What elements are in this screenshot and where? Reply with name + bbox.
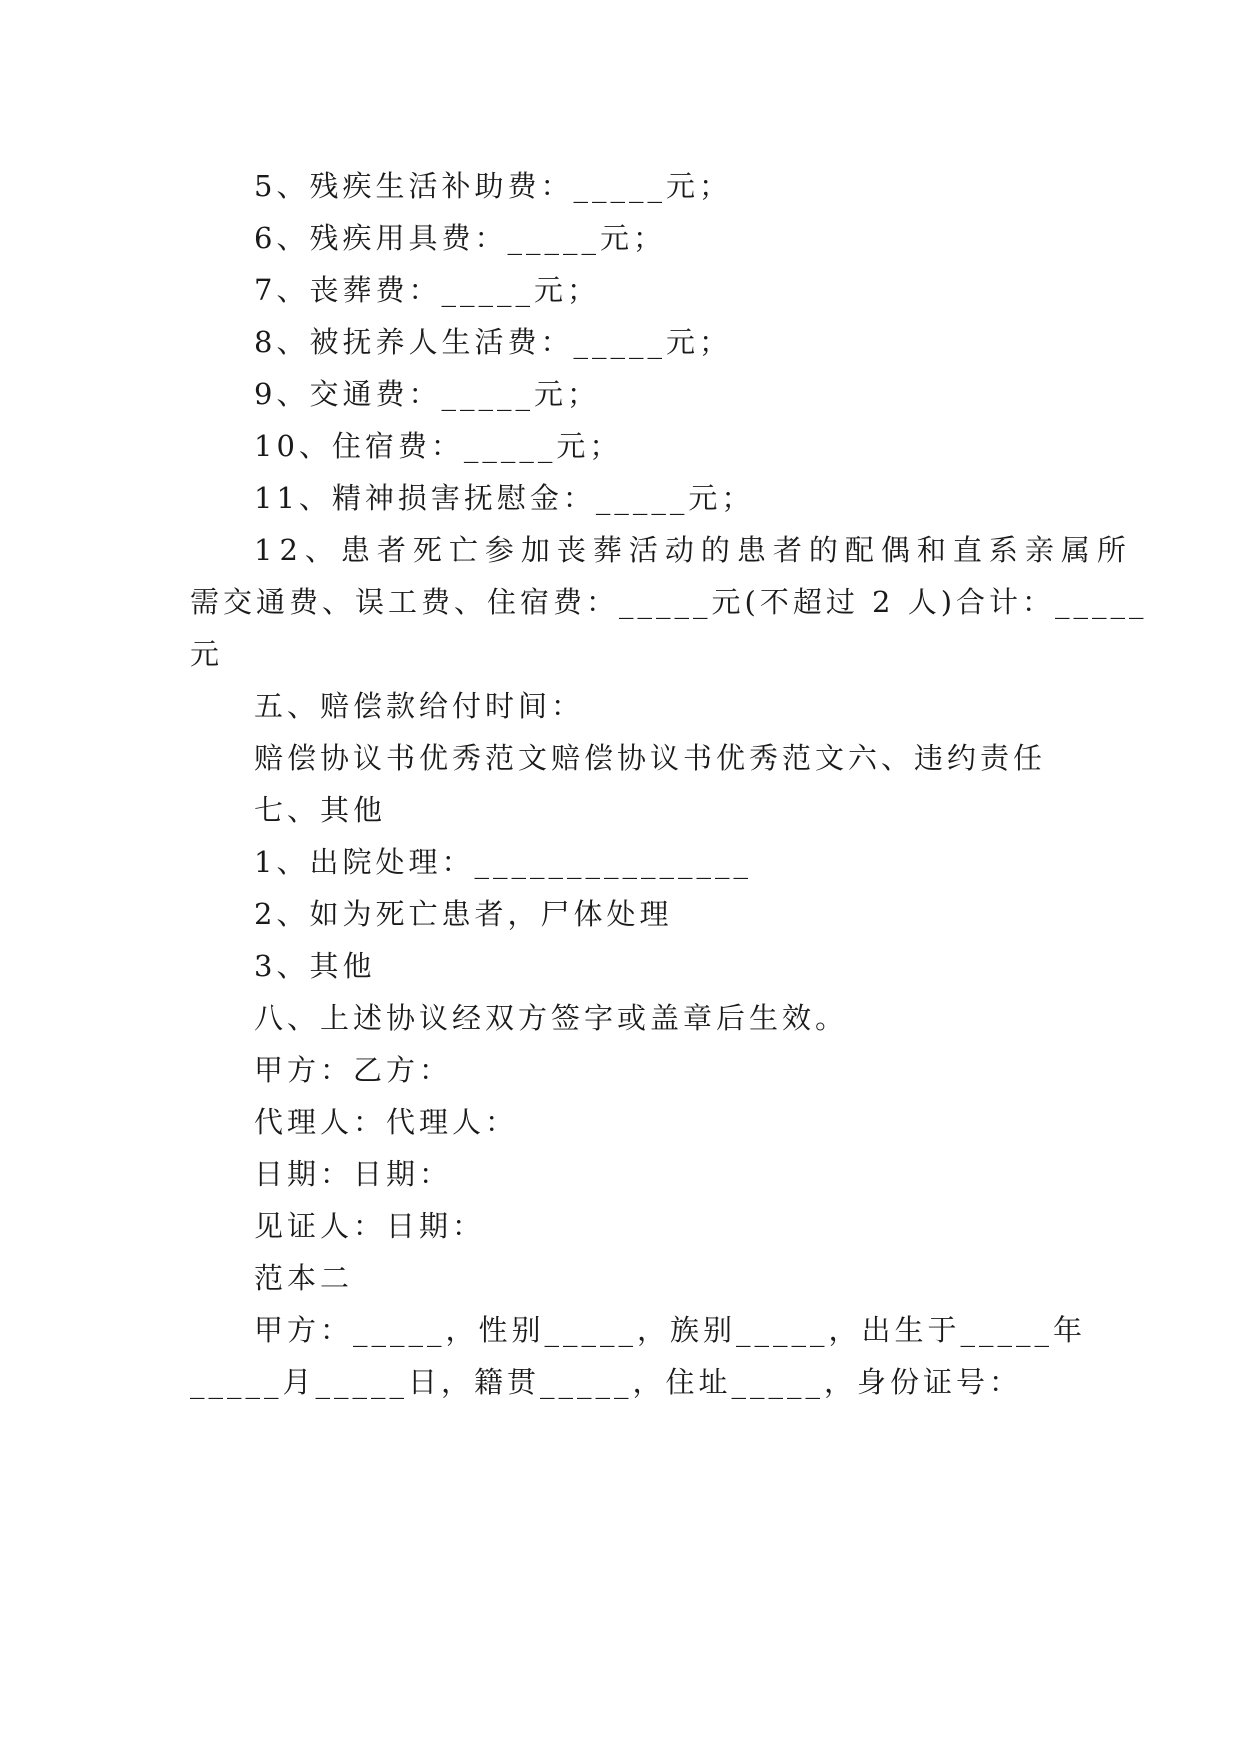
text-line-item-11: 11、精神损害抚慰金：_____元； [254, 481, 755, 515]
text-line-item-10: 10、住宿费：_____元； [254, 429, 623, 463]
template-two-heading: 范本二 [254, 1261, 354, 1295]
text-line-item-6: 6、残疾用具费：_____元； [254, 221, 666, 255]
signature-witness: 见证人：日期： [254, 1209, 486, 1243]
text-line-item-8: 8、被抚养人生活费：_____元； [254, 325, 732, 359]
signature-parties: 甲方：乙方： [254, 1053, 453, 1087]
section-heading-other: 七、其他 [254, 793, 387, 827]
signature-dates: 日期：日期： [254, 1157, 453, 1191]
section-heading-effective: 八、上述协议经双方签字或盖章后生效。 [254, 1001, 849, 1035]
party-a-info: 甲方：_____，性别_____，族别_____，出生于_____年 [254, 1313, 1087, 1347]
section-heading-payment-time: 五、赔偿款给付时间： [254, 689, 585, 723]
text-line-item-9: 9、交通费：_____元； [254, 377, 600, 411]
text-line-body-handling: 2、如为死亡患者，尸体处理 [254, 897, 673, 931]
section-heading-breach: 赔偿协议书优秀范文赔偿协议书优秀范文六、违约责任 [254, 741, 1047, 775]
text-line-item-5: 5、残疾生活补助费：_____元； [254, 169, 732, 203]
text-line-other: 3、其他 [254, 949, 376, 983]
text-line-discharge: 1、出院处理：_______________ [254, 845, 752, 879]
signature-agents: 代理人：代理人： [254, 1105, 519, 1139]
text-line-item-12: 12、患者死亡参加丧葬活动的患者的配偶和直系亲属所 [254, 533, 1133, 567]
text-line-item-12-end: 元 [190, 637, 224, 671]
text-line-item-12-cont: 需交通费、误工费、住宿费：_____元(不超过 2 人)合计：_____ [190, 585, 1148, 619]
text-line-item-7: 7、丧葬费：_____元； [254, 273, 600, 307]
party-a-info-cont: _____月_____日，籍贯_____，住址_____，身份证号： [190, 1365, 1023, 1399]
